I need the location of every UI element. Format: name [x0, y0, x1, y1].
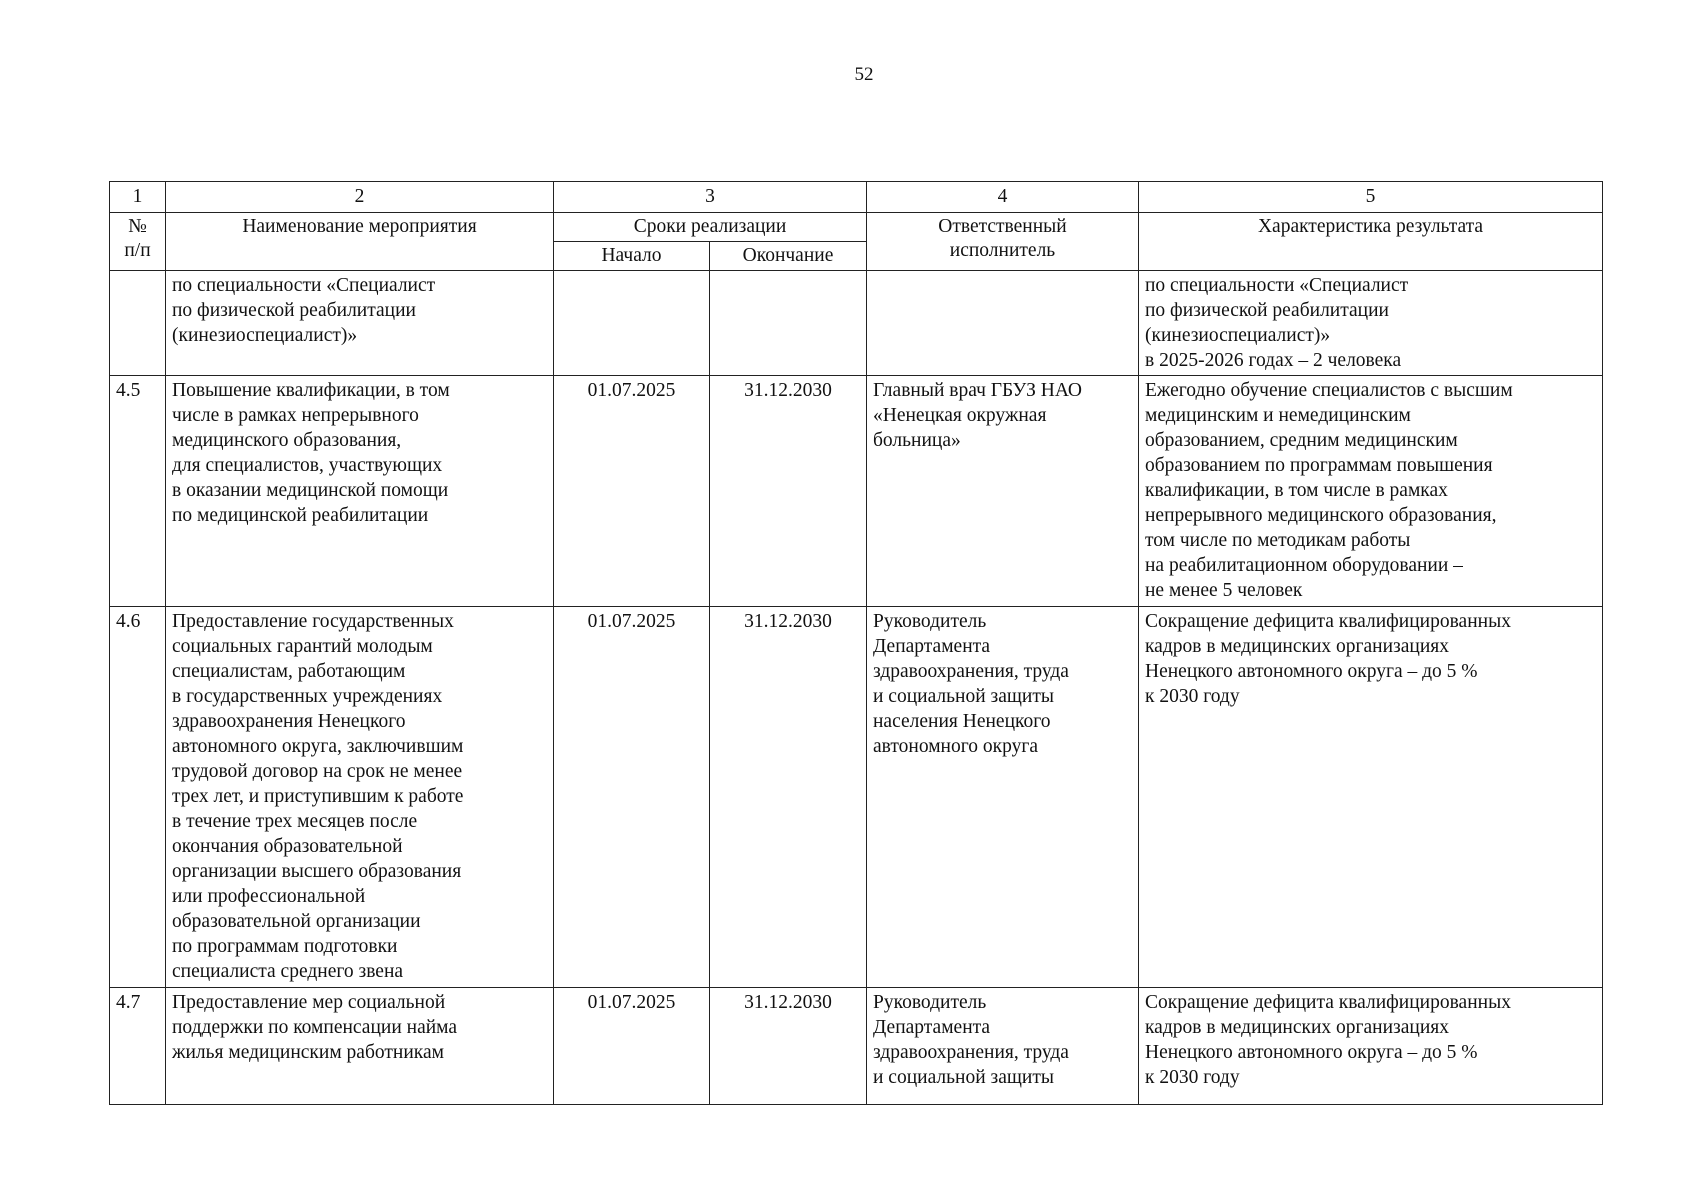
row-name: Предоставление мер социальной поддержки по компенсации найма жилья медицинским работникам — [166, 988, 554, 1105]
column-number: 4 — [867, 182, 1139, 213]
header-end: Окончание — [710, 242, 867, 271]
column-number: 3 — [554, 182, 867, 213]
header-responsible: Ответственный исполнитель — [867, 213, 1139, 271]
header-start: Начало — [554, 242, 710, 271]
table-row — [110, 607, 1603, 988]
row-start: 01.07.2025 — [554, 376, 710, 607]
row-responsible — [867, 271, 1139, 376]
row-result: по специальности «Специалист по физической реабилитации (кинезиоспециалист)» в 2025-2026 годах – 2 человека — [1139, 271, 1603, 376]
row-start — [554, 271, 710, 376]
header-terms: Сроки реализации — [554, 213, 867, 242]
row-end — [710, 271, 867, 376]
row-responsible: Руководитель Департамента здравоохранения, труда и социальной защиты — [867, 988, 1139, 1105]
column-number: 5 — [1139, 182, 1603, 213]
row-start: 01.07.2025 — [554, 607, 710, 988]
row-end: 31.12.2030 — [710, 988, 867, 1105]
row-result: Сокращение дефицита квалифицированных кадров в медицинских организациях Ненецкого автономного округа – до 5 % к 2030 году — [1139, 988, 1603, 1105]
row-start: 01.07.2025 — [554, 988, 710, 1105]
header-row — [110, 213, 1603, 242]
row-num: 4.6 — [110, 607, 166, 988]
row-num — [110, 271, 166, 376]
table-row — [110, 988, 1603, 1105]
row-end: 31.12.2030 — [710, 607, 867, 988]
row-num: 4.7 — [110, 988, 166, 1105]
row-name: по специальности «Специалист по физической реабилитации (кинезиоспециалист)» — [166, 271, 554, 376]
row-result: Сокращение дефицита квалифицированных кадров в медицинских организациях Ненецкого автономного округа – до 5 % к 2030 году — [1139, 607, 1603, 988]
row-name: Повышение квалификации, в том числе в рамках непрерывного медицинского образования, для специалистов, участвующих в оказании медицинской помощи по медицинской реабилитации — [166, 376, 554, 607]
row-responsible: Руководитель Департамента здравоохранения, труда и социальной защиты населения Ненецкого автономного округа — [867, 607, 1139, 988]
header-name: Наименование мероприятия — [166, 213, 554, 271]
header-result: Характеристика результата — [1139, 213, 1603, 271]
activities-table — [109, 181, 1603, 1105]
page-number: 52 — [854, 64, 874, 85]
header-num: № п/п — [110, 213, 166, 271]
column-number: 2 — [166, 182, 554, 213]
column-number-row — [110, 182, 1603, 213]
row-responsible: Главный врач ГБУЗ НАО «Ненецкая окружная больница» — [867, 376, 1139, 607]
table-row — [110, 271, 1603, 376]
column-number: 1 — [110, 182, 166, 213]
row-end: 31.12.2030 — [710, 376, 867, 607]
table-row — [110, 376, 1603, 607]
row-name: Предоставление государственных социальных гарантий молодым специалистам, работающим в государственных учреждениях здравоохранения Ненецкого автономного округа, заключившим трудовой договор на срок не менее трех лет, и приступившим к работе в течение трех месяцев после окончания образовательной организации высшего образования или профессиональной образовательной организации по программам подготовки специалиста среднего звена — [166, 607, 554, 988]
row-num: 4.5 — [110, 376, 166, 607]
row-result: Ежегодно обучение специалистов с высшим медицинским и немедицинским образованием, средним медицинским образованием по программам повышения квалификации, в том числе в рамках непрерывного медицинского образования, том числе по методикам работы на реабилитационном оборудовании – не менее 5 человек — [1139, 376, 1603, 607]
